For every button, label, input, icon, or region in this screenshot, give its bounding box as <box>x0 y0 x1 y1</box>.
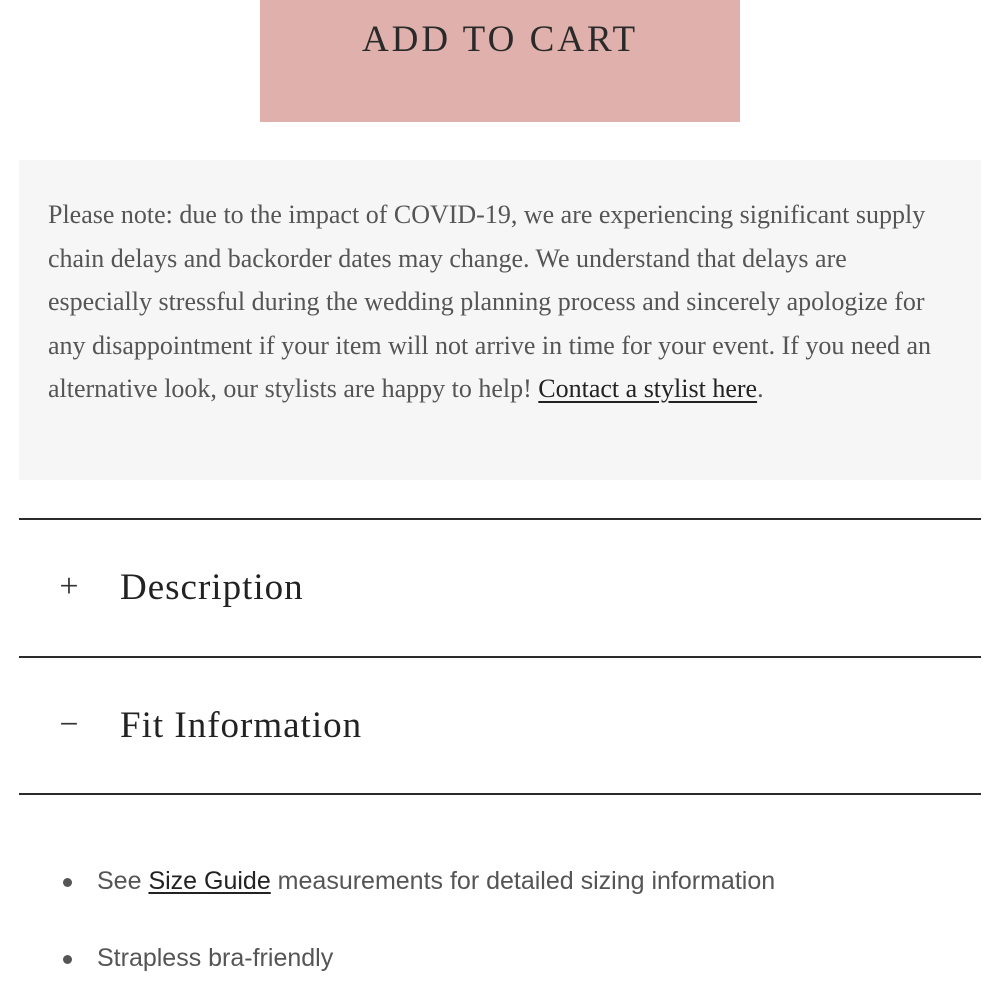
list-item <box>0 932 1000 1000</box>
fit-item-text: Strapless bra-friendly <box>97 944 334 972</box>
fit-information-list <box>0 855 1000 1000</box>
notice-text-end: . <box>757 374 764 403</box>
divider <box>19 793 981 795</box>
list-item <box>0 855 1000 932</box>
accordion-fit-information[interactable] <box>19 658 981 792</box>
covid-notice <box>19 160 981 480</box>
bullet-icon <box>63 955 72 964</box>
notice-text: Please note: due to the impact of COVID-19, we are experiencing significant supply chain delays and backorder dates may change. We understand that delays are especially stressful during the wedding planning process and sincerely apologize for any disappointment if your item will not arrive in time for your event. If you need an alternative look, our stylists are happy to help! <box>48 200 932 403</box>
add-to-cart-button[interactable] <box>260 0 740 122</box>
add-to-cart-label: ADD TO CART <box>361 19 639 60</box>
size-guide-link[interactable]: Size Guide <box>148 867 271 895</box>
bullet-icon <box>63 878 72 887</box>
minus-icon: − <box>59 706 79 743</box>
fit-item-text: measurements for detailed sizing information <box>270 867 776 895</box>
accordion-description-title: Description <box>120 566 304 608</box>
accordion-fit-information-title: Fit Information <box>120 704 363 746</box>
fit-item-text: See <box>97 867 149 895</box>
plus-icon: + <box>59 568 79 605</box>
accordion-description[interactable] <box>19 520 981 654</box>
contact-stylist-link[interactable]: Contact a stylist here <box>538 374 758 403</box>
